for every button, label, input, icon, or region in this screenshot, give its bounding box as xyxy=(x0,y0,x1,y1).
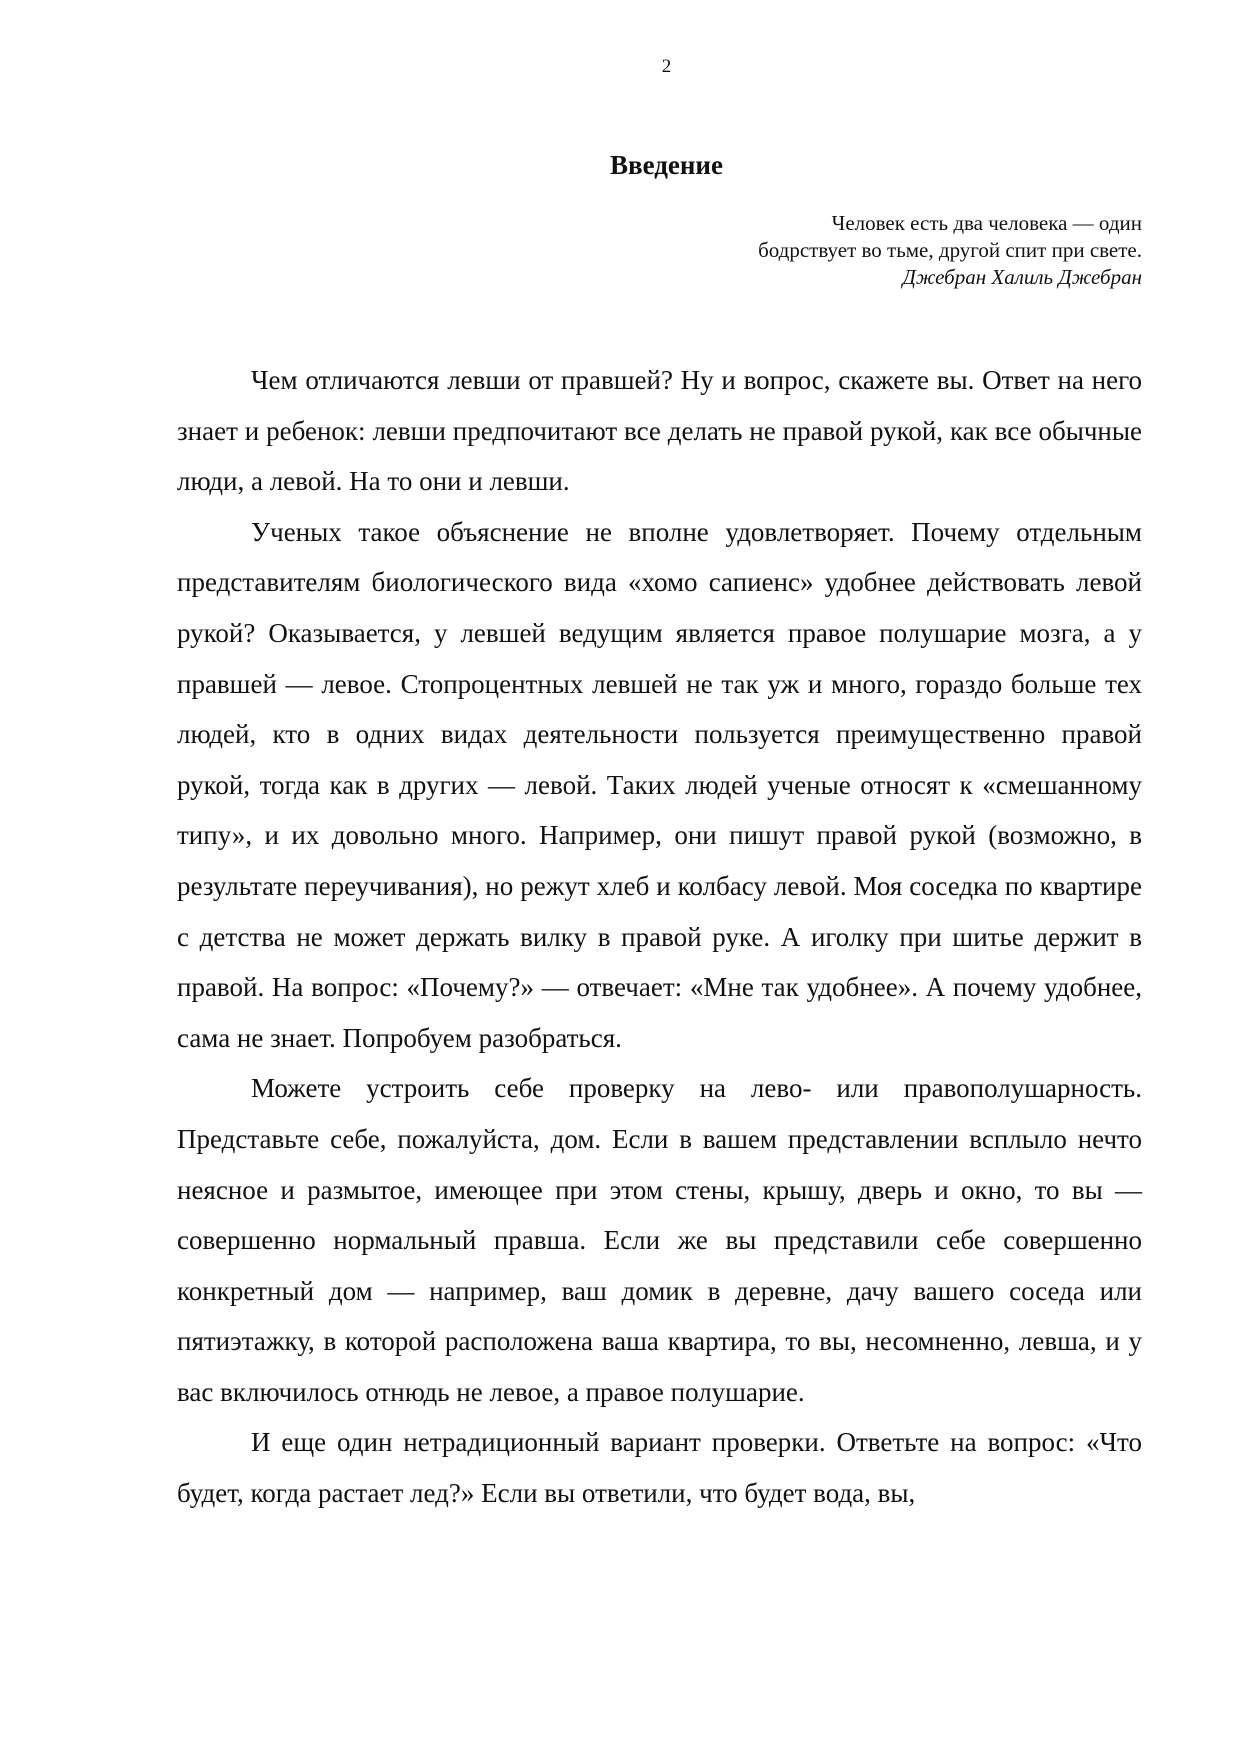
page-title: Введение xyxy=(610,150,723,180)
page-number: 2 xyxy=(661,56,672,77)
paragraph: Чем отличаются левши от правшей? Ну и вопрос, скажете вы. Ответ на него знает и ребенок: левши предпочитают все делать не правой рукой, как все обычные люди, а левой. На то они и левши. xyxy=(177,365,1142,497)
epigraph-line-2: бодрствует во тьме, другой спит при свете. xyxy=(758,238,1142,262)
paragraph: Можете устроить себе проверку на лево- или правополушарность. Представьте себе, пожалуйста, дом. Если в вашем представлении всплыло нечто неясное и размытое, имеющее при этом стены, крышу, дверь и окно, то вы — совершенно нормальный правша. Если же вы представили себе совершенно конкретный дом — например, ваш домик в деревне, дачу вашего соседа или пятиэтажку, в которой расположена ваша квартира, то вы, несомненно, левша, и у вас включилось отнюдь не левое, а правое полушарие. xyxy=(177,1073,1142,1407)
epigraph xyxy=(542,210,1142,291)
paragraph: И еще один нетрадиционный вариант проверки. Ответьте на вопрос: «Что будет, когда растает лед?» Если вы ответили, что будет вода, вы, xyxy=(177,1427,1142,1509)
epigraph-author: Джебран Халиль Джебран xyxy=(902,265,1142,289)
paragraph: Ученых такое объяснение не вполне удовлетворяет. Почему отдельным представителям биологического вида «хомо сапиенс» удобнее действовать левой рукой? Оказывается, у левшей ведущим является правое полушарие мозга, а у правшей — левое. Стопроцентных левшей не так уж и много, гораздо больше тех людей, кто в одних видах деятельности пользуется преимущественно правой рукой, тогда как в других — левой. Таких людей ученые относят к «смешанному типу», и их довольно много. Например, они пишут правой рукой (возможно, в результате переучивания), но режут хлеб и колбасу левой. Моя соседка по квартире с детства не может держать вилку в правой руке. А иголку при шитье держит в правой. На вопрос: «Почему?» — отвечает: «Мне так удобнее». А почему удобнее, сама не знает. Попробуем разобраться. xyxy=(177,516,1142,1053)
body-text xyxy=(177,355,1142,1519)
epigraph-line-1: Человек есть два человека — один xyxy=(831,211,1142,235)
